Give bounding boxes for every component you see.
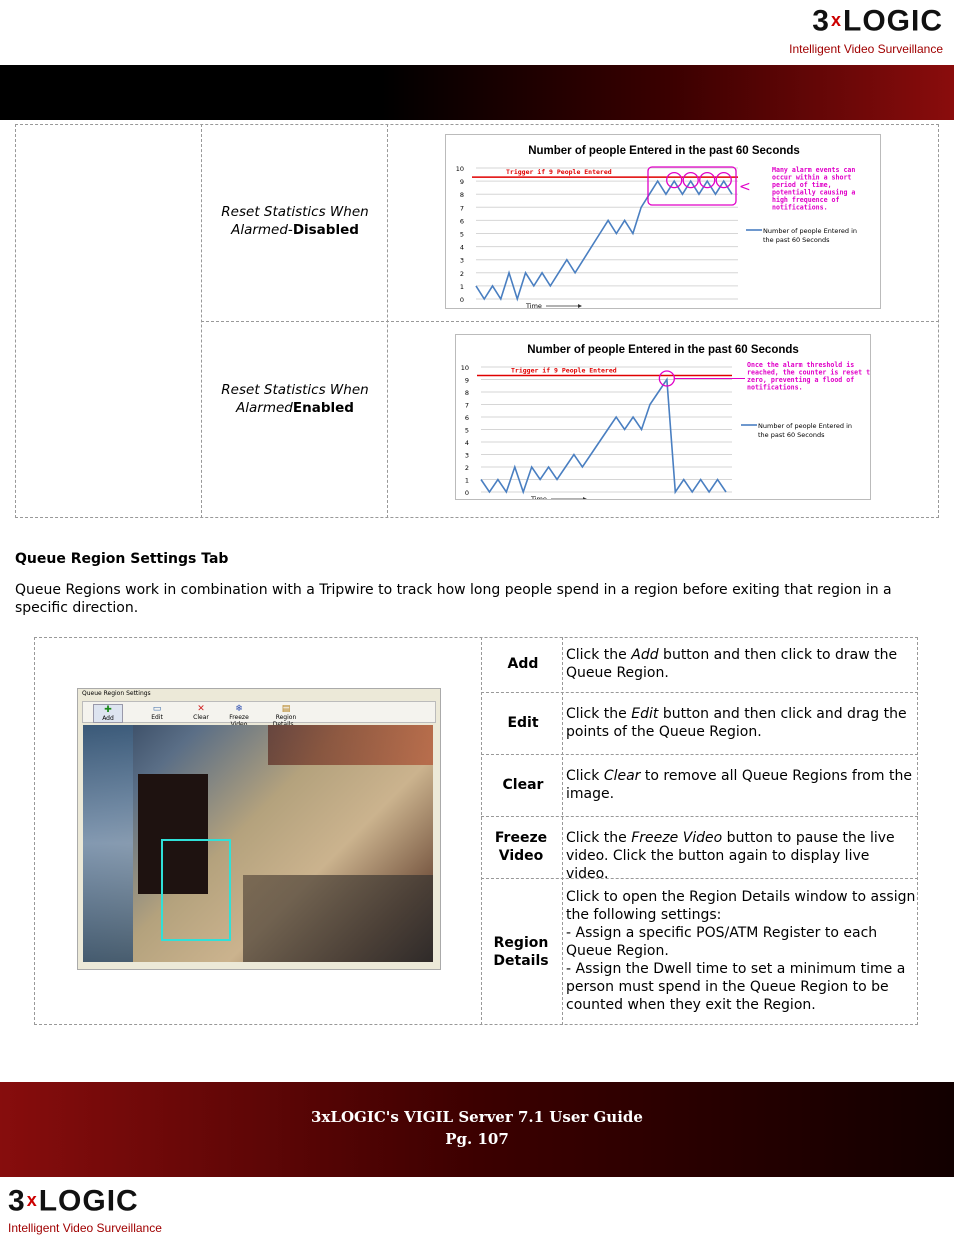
y-tick-label: 2 <box>459 269 464 278</box>
annotation-arrow: < <box>739 179 751 195</box>
legend-label: Number of people Entered in <box>758 422 853 430</box>
video-feed <box>83 725 433 962</box>
annotation-text: potentially causing a <box>772 188 856 197</box>
page-number: Pg. 107 <box>445 1130 509 1148</box>
queue-row-divider <box>481 816 918 817</box>
annotation-text: notifications. <box>772 203 828 212</box>
y-tick-label: 3 <box>459 256 464 265</box>
annotation-text: Many alarm events can <box>772 166 856 174</box>
queue-row-divider <box>481 692 918 693</box>
chart-disabled-svg <box>446 135 880 308</box>
y-tick-label: 10 <box>460 364 469 372</box>
queue-region-screenshot <box>77 688 441 970</box>
legend-label: Number of people Entered in <box>763 227 858 235</box>
section-title: Queue Region Settings Tab <box>15 551 229 567</box>
close-icon: ✕ <box>197 704 205 714</box>
row2-label: Reset Statistics When AlarmedEnabled <box>221 382 369 416</box>
footer-title: 3xLOGIC's VIGIL Server 7.1 User Guide <box>311 1108 643 1126</box>
logo-tagline: Intelligent Video Surveillance <box>8 1220 162 1235</box>
row-label-edit: Edit <box>507 715 539 731</box>
annotation-text: high frequence of <box>772 196 840 204</box>
table-row-divider <box>201 321 939 322</box>
row-label-clear: Clear <box>502 777 544 793</box>
goods-shape <box>243 875 433 962</box>
y-tick-label: 3 <box>464 451 469 460</box>
region-details-button[interactable]: ▤ Region <box>263 704 309 728</box>
x-axis-label: Time <box>531 495 547 499</box>
shelf-shape <box>268 725 433 765</box>
y-tick-label: 5 <box>464 426 469 435</box>
y-tick-label: 4 <box>459 243 464 252</box>
header-banner <box>0 65 954 120</box>
row-label-region-details: Region Details <box>493 935 549 969</box>
logo-wordmark: 3xLOGIC <box>8 1184 139 1218</box>
chart-title: Number of people Entered in the past 60 Seconds <box>527 344 799 356</box>
page-footer <box>0 1082 954 1177</box>
y-tick-label: 1 <box>464 476 469 485</box>
plus-icon: ✚ <box>104 705 112 715</box>
queue-region-box[interactable] <box>161 839 231 941</box>
freeze-icon: ❄ <box>235 704 243 714</box>
y-tick-label: 1 <box>459 282 464 291</box>
annotation-text: notifications. <box>747 383 803 392</box>
window-title: Queue Region Settings <box>82 690 151 697</box>
row-label-freeze-video: Freeze Video <box>494 830 548 864</box>
annotation-text: period of time, <box>772 181 832 189</box>
shelf-shape <box>83 725 133 962</box>
top-logo <box>789 3 943 56</box>
logo-wordmark: 3xLOGIC <box>812 4 943 38</box>
desc-line: - Assign the Dwell time to set a minimum time a person must spend in the Queue Region to be counted when they exit the Region. <box>566 961 906 1013</box>
chart-enabled-svg <box>456 335 870 499</box>
annotation-text: occur within a short <box>772 173 852 182</box>
y-tick-label: 6 <box>464 414 469 422</box>
y-tick-label: 7 <box>464 401 469 410</box>
clear-button[interactable]: ✕ Clear <box>187 704 215 721</box>
y-tick-label: 4 <box>464 439 469 447</box>
series-line <box>481 380 726 493</box>
y-tick-label: 7 <box>459 204 464 213</box>
x-axis-label: Time <box>526 302 542 308</box>
y-tick-label: 6 <box>459 217 464 226</box>
y-tick-label: 5 <box>459 230 464 239</box>
row-desc-freeze-video: Click the Freeze Video button to pause the live video. Click the button again to display live video. <box>566 830 895 882</box>
section-intro: Queue Regions work in combination with a Tripwire to track how long people spend in a region before exiting that region in a specific direction. <box>15 582 892 616</box>
edit-button[interactable]: ▭ Edit <box>143 704 171 721</box>
y-tick-label: 9 <box>464 376 469 385</box>
series-line <box>476 181 732 299</box>
desc-line: Click to open the Region Details window to assign the following settings: <box>566 889 916 923</box>
add-button[interactable]: ✚ Add <box>93 704 123 723</box>
chart-title: Number of people Entered in the past 60 Seconds <box>528 145 800 157</box>
row-desc-clear: Click Clear to remove all Queue Regions from the image. <box>566 768 912 802</box>
row-desc-region-details <box>566 888 916 1014</box>
y-tick-label: 2 <box>464 464 469 472</box>
legend-label: the past 60 Seconds <box>763 236 830 244</box>
x-axis-arrowhead <box>578 304 582 308</box>
annotation-text: zero, preventing a flood of <box>747 376 855 384</box>
logo-tagline: Intelligent Video Surveillance <box>789 41 943 56</box>
row-desc-add: Click the Add button and then click to draw the Queue Region. <box>566 647 898 681</box>
screenshot-toolbar <box>82 701 436 723</box>
y-tick-label: 9 <box>459 178 464 187</box>
row-label-add: Add <box>507 656 539 672</box>
chart-enabled <box>455 334 871 500</box>
y-tick-label: 8 <box>464 389 469 397</box>
chart-disabled <box>445 134 881 309</box>
bottom-logo <box>8 1183 162 1235</box>
threshold-label: Trigger if 9 People Entered <box>506 168 612 177</box>
threshold-label: Trigger if 9 People Entered <box>511 366 617 375</box>
desc-line: - Assign a specific POS/ATM Register to each Queue Region. <box>566 925 878 959</box>
edit-icon: ▭ <box>152 704 162 714</box>
details-icon: ▤ <box>281 704 291 714</box>
y-tick-label: 8 <box>459 191 464 200</box>
annotation-text: reached, the counter is reset to <box>747 368 870 377</box>
y-tick-label: 0 <box>464 489 469 497</box>
y-tick-label: 0 <box>459 296 464 304</box>
row-desc-edit: Click the Edit button and then click and drag the points of the Queue Region. <box>566 706 907 740</box>
row1-label: Reset Statistics When Alarmed-Disabled <box>221 204 369 238</box>
x-axis-arrowhead <box>583 497 587 499</box>
legend-label: the past 60 Seconds <box>758 431 825 439</box>
freeze-video-button[interactable]: ❄ Freeze <box>221 704 257 728</box>
queue-row-divider <box>481 754 918 755</box>
annotation-text: Once the alarm threshold is <box>747 361 855 369</box>
y-tick-label: 10 <box>455 165 464 173</box>
